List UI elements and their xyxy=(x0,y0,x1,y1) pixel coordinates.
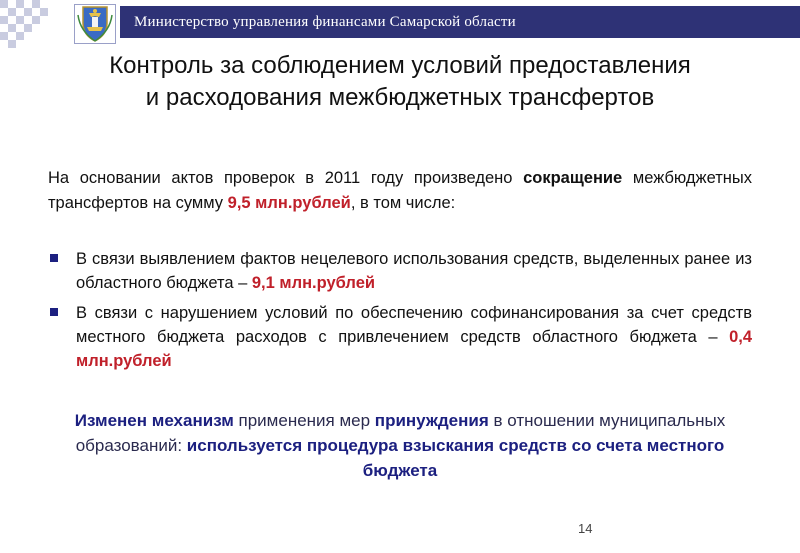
bullet-text: В связи с нарушением условий по обеспечению софинансирования за счет средств местного бюджета расходов с привлечением средств областного бюджета – xyxy=(76,304,752,346)
intro-text-3: , в том числе: xyxy=(350,194,456,212)
intro-amount: 9,5 млн.рублей xyxy=(227,194,351,212)
intro-text-2: межбюджетных трансфертов на сумму xyxy=(48,169,752,212)
title-line-2: и расходования межбюджетных трансфертов xyxy=(145,84,655,111)
bullet-text: В связи выявлением фактов нецелевого использования средств, выделенных ранее из областного бюджета – xyxy=(76,250,752,292)
ministry-name: Министерство управления финансами Самарской области xyxy=(134,13,516,30)
bullet-amount: 0,4 млн.рублей xyxy=(76,328,752,370)
page-number: 14 xyxy=(578,521,593,536)
closing-bold-3: используется процедура взыскания средств со счета местного бюджета xyxy=(186,436,725,480)
closing-bold-1: Изменен механизм xyxy=(74,411,234,430)
square-bullet-icon xyxy=(50,254,58,262)
header-bar xyxy=(120,6,800,38)
list-item xyxy=(48,301,752,373)
list-item xyxy=(48,247,752,295)
square-bullet-icon xyxy=(50,308,58,316)
samara-region-coat-of-arms-icon xyxy=(74,4,116,44)
corner-decoration xyxy=(0,0,56,46)
intro-text-1: На основании актов проверок в 2011 году произведено xyxy=(48,169,524,187)
intro-paragraph xyxy=(48,166,752,216)
closing-text-2: в отношении муниципальных образований: xyxy=(75,411,726,455)
closing-text-1: применения мер xyxy=(233,411,375,430)
bullet-amount: 9,1 млн.рублей xyxy=(251,274,376,292)
bullet-list xyxy=(48,247,752,373)
closing-statement xyxy=(40,408,760,483)
page-title xyxy=(40,50,760,114)
closing-bold-2: принуждения xyxy=(374,411,489,430)
intro-bold-text: сокращение xyxy=(523,169,623,187)
title-line-1: Контроль за соблюдением условий предоставления xyxy=(109,52,691,79)
